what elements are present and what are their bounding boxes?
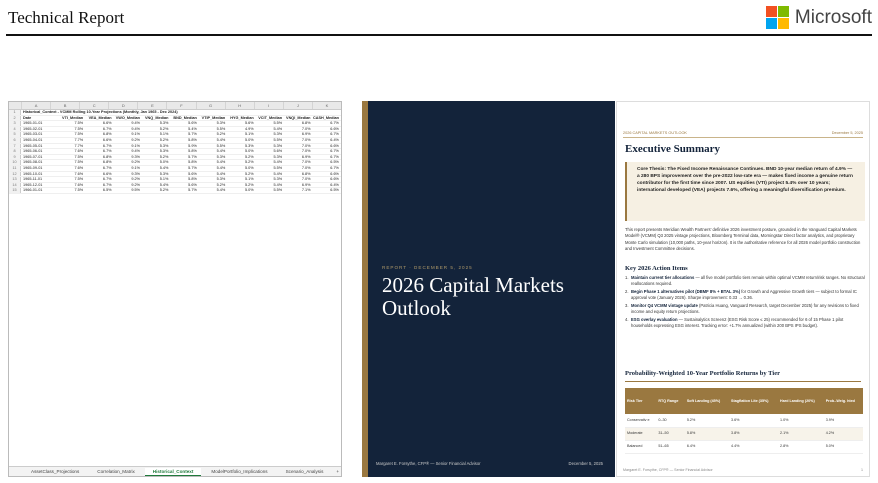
list-item-lead: ESG overlay evaluation: [631, 316, 678, 322]
running-header-rule: [623, 137, 863, 138]
cell[interactable]: 5.3%: [273, 177, 283, 182]
cell[interactable]: 6.5%: [102, 188, 112, 193]
cell[interactable]: Date: [23, 115, 32, 120]
microsoft-logo-icon: [766, 6, 789, 29]
cell[interactable]: 9.1%: [131, 132, 140, 137]
row-number[interactable]: 4: [9, 127, 21, 132]
microsoft-logo: [766, 6, 872, 29]
column-header: Soft Landing (45%): [685, 388, 729, 414]
cell[interactable]: 5.3%: [159, 143, 169, 148]
list-number: 4.: [625, 316, 629, 322]
cell[interactable]: VCIT_Median: [258, 115, 283, 120]
report-title: Technical Report: [8, 8, 125, 27]
table-cell: 5.0%: [824, 440, 863, 453]
cell[interactable]: 9.2%: [131, 160, 140, 165]
cell[interactable]: 9.2%: [131, 182, 140, 187]
cover-date: December 5, 2025: [568, 461, 603, 466]
list-item-lead: Begin Phase 1 alternatives pilot (DBMF 8% + BTAL 3%): [631, 288, 741, 294]
table-cell: 3.8%: [729, 427, 778, 440]
sheet-tab[interactable]: Scenario_Analysis: [285, 469, 324, 474]
cell[interactable]: 5.3%: [159, 149, 169, 154]
column-letter[interactable]: D: [108, 102, 137, 109]
page-footer-author: Margaret E. Forsythe, CFP® — Senior Financial Advisor: [623, 468, 713, 472]
row-number[interactable]: 9: [9, 155, 21, 160]
cell[interactable]: 5.4%: [216, 160, 226, 165]
cell[interactable]: CASH_Median: [312, 115, 339, 120]
list-item-lead: Maintain current tier allocations: [631, 275, 695, 280]
sheet-tab[interactable]: AssetClass_Projections: [31, 469, 80, 474]
returns-table-header: [625, 388, 863, 414]
add-sheet-button[interactable]: +: [336, 469, 340, 474]
table-row: [9, 188, 341, 194]
row-number[interactable]: 6: [9, 138, 21, 143]
action-items-list: [625, 275, 865, 331]
cell[interactable]: 5.6%: [273, 149, 283, 154]
cell[interactable]: 5.6%: [188, 182, 197, 187]
cell[interactable]: 6.8%: [102, 160, 112, 165]
cell[interactable]: 9.5%: [131, 188, 140, 193]
executive-summary-heading: Executive Summary: [625, 143, 721, 155]
sheet-tab-bar: [9, 466, 341, 476]
table-heading-rule: [625, 381, 861, 382]
column-header-bar: [9, 102, 341, 110]
cell[interactable]: 7.5%: [74, 154, 84, 159]
header-rule: [6, 34, 872, 36]
table-cell: 5.2%: [685, 414, 729, 427]
cell[interactable]: 1965-12-01: [23, 182, 43, 187]
cell[interactable]: 5.4%: [159, 182, 169, 187]
cell[interactable]: 6.7%: [102, 177, 112, 182]
cell[interactable]: 7.5%: [74, 126, 84, 131]
cell[interactable]: 6.9%: [301, 132, 311, 137]
cell[interactable]: 5.7%: [188, 165, 197, 170]
cell[interactable]: 6.7%: [330, 149, 339, 154]
cell[interactable]: 5.2%: [216, 182, 226, 187]
table-cell: 2.1%: [778, 427, 824, 440]
running-head-title: 2026 CAPITAL MARKETS OUTLOOK: [623, 131, 687, 135]
cell[interactable]: 1965-07-01: [23, 154, 43, 159]
cell[interactable]: 5.3%: [273, 154, 283, 159]
row-number[interactable]: 11: [9, 166, 21, 171]
cell[interactable]: 6.7%: [330, 132, 339, 137]
column-header: Hard Landing (20%): [778, 388, 824, 414]
microsoft-wordmark: Microsoft: [794, 6, 872, 28]
row-number[interactable]: 5: [9, 132, 21, 137]
table-cell: Balanced: [625, 440, 656, 453]
column-header: Prob.-Weig. hted: [824, 388, 863, 414]
cell[interactable]: 7.6%: [74, 182, 84, 187]
cell[interactable]: 5.8%: [188, 149, 197, 154]
cell[interactable]: 5.4%: [216, 149, 226, 154]
cell[interactable]: 1965-04-01: [23, 137, 43, 142]
cell[interactable]: 5.0%: [159, 160, 169, 165]
cell[interactable]: 7.0%: [301, 160, 311, 165]
table-cell: 2.8%: [778, 440, 824, 453]
sheet-title-cell[interactable]: Historical_Context - VCMM Rolling 10-Year Projections (Monthly, Jan 1965 - Dec 2024): [23, 110, 178, 114]
cell[interactable]: 7.7%: [74, 143, 84, 148]
sheet-tab[interactable]: ModelPortfolio_Implications: [211, 469, 268, 474]
intro-paragraph: This report presents Meridian Wealth Partners' definitive 2026 investment posture, grounded in the Vanguard Capital Markets Model® (VCMM) Q3 2025 vintage projections, Bloomberg Terminal data, Morningstar Direct factor analytics, and proprietary Monte Carlo simulation (10,000 paths, 10-year horizon). It is the authoritative reference for all 2026 model portfolio construction and Investment Committee decisions.: [625, 227, 861, 252]
cell[interactable]: 5.0%: [245, 165, 254, 170]
cell[interactable]: 5.0%: [245, 137, 254, 142]
cell[interactable]: 5.5%: [273, 165, 283, 170]
cell[interactable]: 5.0%: [245, 149, 254, 154]
list-item: [625, 317, 865, 329]
cell[interactable]: 1965-11-01: [23, 177, 43, 182]
cell[interactable]: 5.2%: [245, 154, 254, 159]
cell[interactable]: 5.4%: [216, 171, 226, 176]
cell[interactable]: 5.3%: [159, 171, 169, 176]
cell[interactable]: 6.6%: [330, 177, 339, 182]
cell[interactable]: 6.7%: [102, 126, 112, 131]
cell[interactable]: 5.5%: [273, 137, 283, 142]
cell[interactable]: 5.2%: [159, 154, 169, 159]
cell[interactable]: 6.8%: [301, 171, 311, 176]
cell[interactable]: 5.1%: [245, 177, 254, 182]
cell[interactable]: 5.4%: [273, 182, 283, 187]
cell[interactable]: 6.6%: [102, 137, 112, 142]
cell[interactable]: 6.4%: [330, 182, 339, 187]
cell[interactable]: 1965-06-01: [23, 149, 43, 154]
cell[interactable]: 6.7%: [330, 154, 339, 159]
cell[interactable]: 6.4%: [330, 137, 339, 142]
list-item-text: ESG overlay evaluation — Sustainalytics Screen2 (ESG Risk Score ≤ 25) recommended for 6 of 15 Phase 1 pilot households expressing ESG interest. Tracking error: +1.7% annualized (within 200 BPS IPS budget).: [631, 316, 844, 328]
list-item-text: Monitor Q4 VCMM vintage update (Patricia Huang, Vanguard Research, target December 2025) for any revisions to fixed income and equity return projections.: [631, 302, 859, 315]
cell[interactable]: 5.3%: [273, 132, 283, 137]
cell[interactable]: 5.2%: [245, 171, 254, 176]
cell[interactable]: 5.5%: [273, 121, 283, 126]
list-item-text: Begin Phase 1 alternatives pilot (DBMF 8% + BTAL 3%) for Growth and Aggressive Growth tiers — subject to formal IC approval vote (January 2026). Sharpe improvement: 0.33 → 0.36.: [631, 288, 857, 301]
table-row: [625, 414, 863, 427]
list-item: [625, 289, 865, 301]
cell[interactable]: 7.0%: [301, 143, 311, 148]
cell[interactable]: 6.8%: [102, 154, 112, 159]
table-cell: Conservativ e: [625, 414, 656, 427]
table-cell: 3.9%: [824, 414, 863, 427]
cell[interactable]: 5.3%: [273, 143, 283, 148]
cover-accent-bar: [362, 101, 368, 477]
list-item-text: Maintain current tier allocations — all five model portfolio tiers remain within optimal VCMM return/risk ranges. No structural reallocations required.: [631, 275, 865, 287]
cell[interactable]: 1965-08-01: [23, 160, 43, 165]
cell[interactable]: VTI_Median: [62, 115, 84, 120]
cell[interactable]: 6.8%: [301, 121, 311, 126]
cell[interactable]: VNQ_Median: [144, 115, 169, 120]
cover-title: 2026 Capital Markets Outlook: [382, 273, 564, 320]
column-header: Stagflation Lite (35%): [729, 388, 778, 414]
table-cell: Moderate: [625, 427, 656, 440]
cell[interactable]: 5.2%: [159, 188, 169, 193]
action-items-heading: Key 2026 Action Items: [625, 265, 688, 272]
cell[interactable]: 5.0%: [245, 188, 254, 193]
sheet-tab[interactable]: Historical_Context: [145, 468, 202, 476]
cell[interactable]: 5.2%: [159, 137, 169, 142]
cell[interactable]: 6.5%: [330, 160, 339, 165]
cell[interactable]: 5.1%: [159, 132, 169, 137]
cell[interactable]: 5.5%: [216, 126, 226, 131]
row-number[interactable]: 1: [9, 110, 21, 115]
cell[interactable]: 1965-05-01: [23, 143, 43, 148]
cell[interactable]: 6.6%: [102, 171, 112, 176]
cell[interactable]: 7.7%: [74, 137, 84, 142]
cell[interactable]: 7.6%: [74, 171, 84, 176]
column-header: Risk Tier: [625, 388, 656, 414]
table-cell: 51–65: [656, 440, 684, 453]
table-cell: 3.6%: [729, 414, 778, 427]
cell[interactable]: 5.9%: [188, 143, 197, 148]
row-number[interactable]: 7: [9, 144, 21, 149]
row-number[interactable]: 3: [9, 121, 21, 126]
cell[interactable]: 6.7%: [102, 143, 112, 148]
table-cell: 5.8%: [685, 427, 729, 440]
cell[interactable]: 6.9%: [301, 182, 311, 187]
cell[interactable]: 7.5%: [74, 132, 84, 137]
cell[interactable]: 5.4%: [159, 165, 169, 170]
cell[interactable]: 4.9%: [245, 126, 254, 131]
cell[interactable]: 5.4%: [273, 126, 283, 131]
table-cell: 4.4%: [729, 440, 778, 453]
table-cell: 4.2%: [824, 427, 863, 440]
cell[interactable]: 5.1%: [245, 132, 254, 137]
cell[interactable]: 6.6%: [102, 121, 112, 126]
row-number[interactable]: 14: [9, 183, 21, 188]
cell[interactable]: 9.4%: [131, 126, 140, 131]
cell[interactable]: 5.1%: [159, 177, 169, 182]
cell[interactable]: 1965-10-01: [23, 171, 43, 176]
cell[interactable]: 7.5%: [74, 160, 84, 165]
cell[interactable]: VWO_Median: [115, 115, 140, 120]
cell[interactable]: 5.8%: [188, 160, 197, 165]
cell[interactable]: 5.2%: [245, 182, 254, 187]
cell[interactable]: 5.3%: [245, 143, 254, 148]
cell[interactable]: 5.4%: [273, 160, 283, 165]
column-letter[interactable]: I: [254, 102, 283, 109]
cell[interactable]: 7.5%: [74, 177, 84, 182]
list-number: 1.: [625, 275, 629, 280]
cell[interactable]: 5.6%: [188, 121, 197, 126]
column-letter[interactable]: A: [21, 102, 50, 109]
cell[interactable]: 6.6%: [330, 143, 339, 148]
cover-author: Margaret E. Forsythe, CFP® — Senior Financial Advisor: [376, 461, 481, 466]
cell[interactable]: 7.5%: [74, 121, 84, 126]
page-number: 1: [861, 468, 863, 472]
cell[interactable]: VTIP_Median: [201, 115, 226, 120]
cell[interactable]: 7.5%: [74, 188, 84, 193]
table-cell: 6.4%: [685, 440, 729, 453]
row-number[interactable]: 2: [9, 116, 21, 121]
cell[interactable]: 6.8%: [102, 132, 112, 137]
cell[interactable]: 6.7%: [102, 182, 112, 187]
cell[interactable]: 9.4%: [131, 121, 140, 126]
cell[interactable]: BND_Median: [173, 115, 197, 120]
cell[interactable]: 5.3%: [216, 121, 226, 126]
executive-summary-page: [616, 101, 870, 477]
column-letter[interactable]: G: [196, 102, 225, 109]
cell[interactable]: 5.2%: [216, 132, 226, 137]
cell[interactable]: VNQI_Median: [286, 115, 311, 120]
cell[interactable]: 9.2%: [131, 177, 140, 182]
cell[interactable]: 5.3%: [159, 121, 169, 126]
cell[interactable]: 9.1%: [131, 165, 140, 170]
row-number[interactable]: 8: [9, 149, 21, 154]
cell[interactable]: 5.3%: [216, 154, 226, 159]
cell[interactable]: 1965-02-01: [23, 126, 43, 131]
cell[interactable]: 5.4%: [216, 188, 226, 193]
cell[interactable]: 9.4%: [131, 149, 140, 154]
cell[interactable]: 9.3%: [131, 154, 140, 159]
cell[interactable]: 5.8%: [188, 137, 197, 142]
list-item-lead: Monitor Q4 VCMM vintage update: [631, 302, 698, 308]
table-cell: 0–30: [656, 414, 684, 427]
column-header: RTQ Range: [656, 388, 684, 414]
cell[interactable]: 5.3%: [216, 177, 226, 182]
cell[interactable]: 5.8%: [188, 177, 197, 182]
cell[interactable]: 6.7%: [102, 149, 112, 154]
table-row: [625, 427, 863, 440]
row-number[interactable]: 15: [9, 188, 21, 193]
cell[interactable]: 6.7%: [102, 165, 112, 170]
cell[interactable]: VEA_Median: [88, 115, 112, 120]
cell[interactable]: 5.5%: [216, 143, 226, 148]
cell[interactable]: 6.6%: [330, 171, 339, 176]
cell[interactable]: 7.0%: [301, 126, 311, 131]
row-number[interactable]: 12: [9, 172, 21, 177]
page-footer: [623, 468, 863, 472]
returns-table-heading: Probability-Weighted 10-Year Portfolio Returns by Tier: [625, 370, 780, 377]
column-letter[interactable]: C: [79, 102, 108, 109]
returns-table: [625, 388, 863, 454]
cell[interactable]: 7.0%: [301, 165, 311, 170]
cell[interactable]: 7.0%: [301, 149, 311, 154]
column-letter[interactable]: J: [283, 102, 312, 109]
column-letter[interactable]: B: [50, 102, 79, 109]
table-cell: 1.0%: [778, 414, 824, 427]
cell[interactable]: 1966-01-01: [23, 188, 43, 193]
cell[interactable]: 5.2%: [159, 126, 169, 131]
cell[interactable]: 7.0%: [301, 177, 311, 182]
row-number[interactable]: 10: [9, 160, 21, 165]
column-letter[interactable]: H: [225, 102, 254, 109]
cell[interactable]: 5.7%: [188, 154, 197, 159]
cell[interactable]: 9.3%: [131, 171, 140, 176]
cell[interactable]: 9.2%: [131, 137, 140, 142]
cell[interactable]: 6.7%: [330, 165, 339, 170]
running-head-date: December 5, 2025: [831, 131, 863, 135]
cell[interactable]: 7.6%: [74, 149, 84, 154]
cell[interactable]: 6.5%: [330, 188, 339, 193]
column-letter[interactable]: K: [312, 102, 341, 109]
cell[interactable]: 1965-03-01: [23, 132, 43, 137]
table-cell: 31–50: [656, 427, 684, 440]
sheet-tab[interactable]: Correlation_Matrix: [97, 469, 135, 474]
running-header: [623, 131, 863, 135]
cell[interactable]: 7.6%: [74, 165, 84, 170]
row-number[interactable]: 13: [9, 177, 21, 182]
cell[interactable]: 5.4%: [273, 171, 283, 176]
cell[interactable]: 5.4%: [188, 126, 197, 131]
list-item: [625, 303, 865, 315]
list-number: 3.: [625, 302, 629, 308]
table-row: [625, 440, 863, 453]
list-number: 2.: [625, 288, 629, 294]
spreadsheet-screenshot: [8, 101, 342, 477]
cell[interactable]: 5.2%: [245, 160, 254, 165]
column-letter[interactable]: F: [166, 102, 195, 109]
cell[interactable]: 1965-09-01: [23, 165, 43, 170]
core-thesis-callout: Core Thesis: The Fixed Income Renaissance Continues. BND 10-year median return of 4.9% — a 280 BPS improvement over the pre-2022 low-rate era — makes fixed income a genuine return contributor for the first time since 2007. US equities (VTI) project 5.4% over 10 years; international developed (VEA) projects 7.6%, offering a meaningful diversification premium.: [625, 162, 865, 221]
cell[interactable]: 5.5%: [273, 188, 283, 193]
cell[interactable]: 5.4%: [216, 165, 226, 170]
report-cover: [362, 101, 615, 477]
cell[interactable]: HYG_Median: [230, 115, 254, 120]
cell[interactable]: 9.1%: [131, 143, 140, 148]
cell[interactable]: 5.6%: [245, 121, 254, 126]
cell[interactable]: 5.7%: [188, 188, 197, 193]
column-letter[interactable]: E: [137, 102, 166, 109]
cell[interactable]: 7.0%: [301, 137, 311, 142]
cell[interactable]: 6.6%: [330, 126, 339, 131]
cell[interactable]: 6.7%: [330, 121, 339, 126]
spreadsheet-grid: [9, 110, 341, 466]
list-item: [625, 275, 865, 287]
cell[interactable]: 5.4%: [216, 137, 226, 142]
cell[interactable]: 7.1%: [301, 188, 311, 193]
cell[interactable]: 5.6%: [188, 171, 197, 176]
cell[interactable]: 5.7%: [188, 132, 197, 137]
cell[interactable]: 6.9%: [301, 154, 311, 159]
cell[interactable]: 1965-01-01: [23, 121, 43, 126]
cover-meta: REPORT · DECEMBER 5, 2025: [382, 265, 473, 270]
